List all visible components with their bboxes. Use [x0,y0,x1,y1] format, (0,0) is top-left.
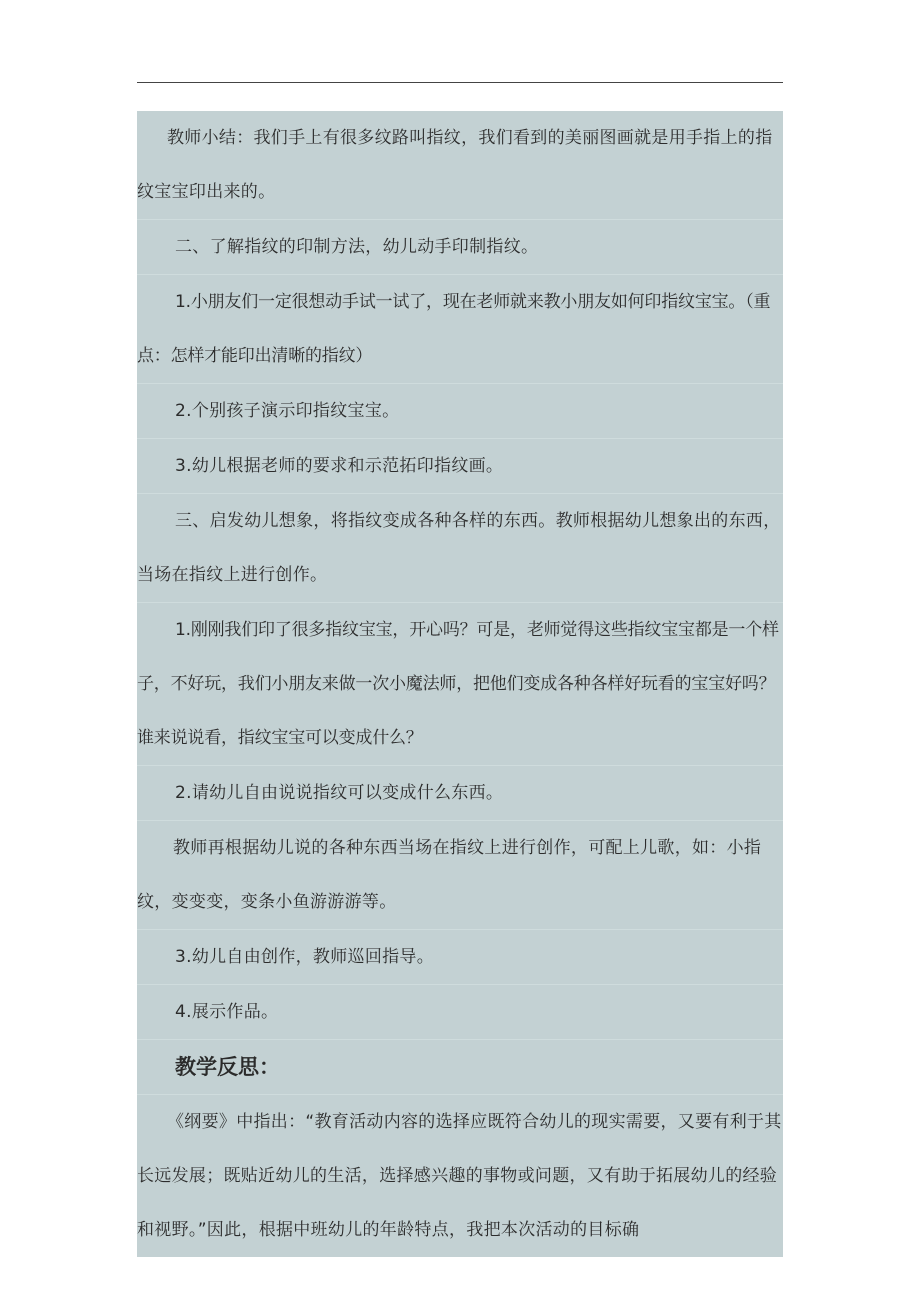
paragraph-show-work: 4.展示作品。 [137,984,783,1039]
paragraph-section-three: 三、启发幼儿想象，将指纹变成各种各样的东西。教师根据幼儿想象出的东西，当场在指纹上进行创作。 [137,493,783,602]
paragraph-step-two: 2.个别孩子演示印指纹宝宝。 [137,383,783,438]
paragraph-imagine-one: 1.刚刚我们印了很多指纹宝宝，开心吗？可是，老师觉得这些指纹宝宝都是一个样子，不好玩，我们小朋友来做一次小魔法师，把他们变成各种各样好玩看的宝宝好吗？谁来说说看，指纹宝宝可以变成什么？ [137,602,783,765]
paragraph-teacher-create: 教师再根据幼儿说的各种东西当场在指纹上进行创作，可配上儿歌，如：小指纹，变变变，变条小鱼游游游等。 [137,820,783,929]
header-rule [137,82,783,83]
paragraph-step-one: 1.小朋友们一定很想动手试一试了，现在老师就来教小朋友如何印指纹宝宝。（重点：怎样才能印出清晰的指纹） [137,274,783,383]
paragraph-section-two: 二、了解指纹的印制方法，幼儿动手印制指纹。 [137,219,783,274]
paragraph-imagine-two: 2.请幼儿自由说说指纹可以变成什么东西。 [137,765,783,820]
document-body [137,111,783,1257]
paragraph-teacher-summary: 教师小结：我们手上有很多纹路叫指纹，我们看到的美丽图画就是用手指上的指纹宝宝印出来的。 [137,128,773,202]
paragraph-reflection: 《纲要》中指出：“教育活动内容的选择应既符合幼儿的现实需要，又要有利于其长远发展；既贴近幼儿的生活，选择感兴趣的事物或问题，又有助于拓展幼儿的经验和视野。”因此，根据中班幼儿的年龄特点，我把本次活动的目标确 [137,1094,783,1257]
reflection-heading: 教学反思： [137,1039,783,1094]
paragraph-step-three: 3.幼儿根据老师的要求和示范拓印指纹画。 [137,438,783,493]
paragraph-free-create: 3.幼儿自由创作，教师巡回指导。 [137,929,783,984]
